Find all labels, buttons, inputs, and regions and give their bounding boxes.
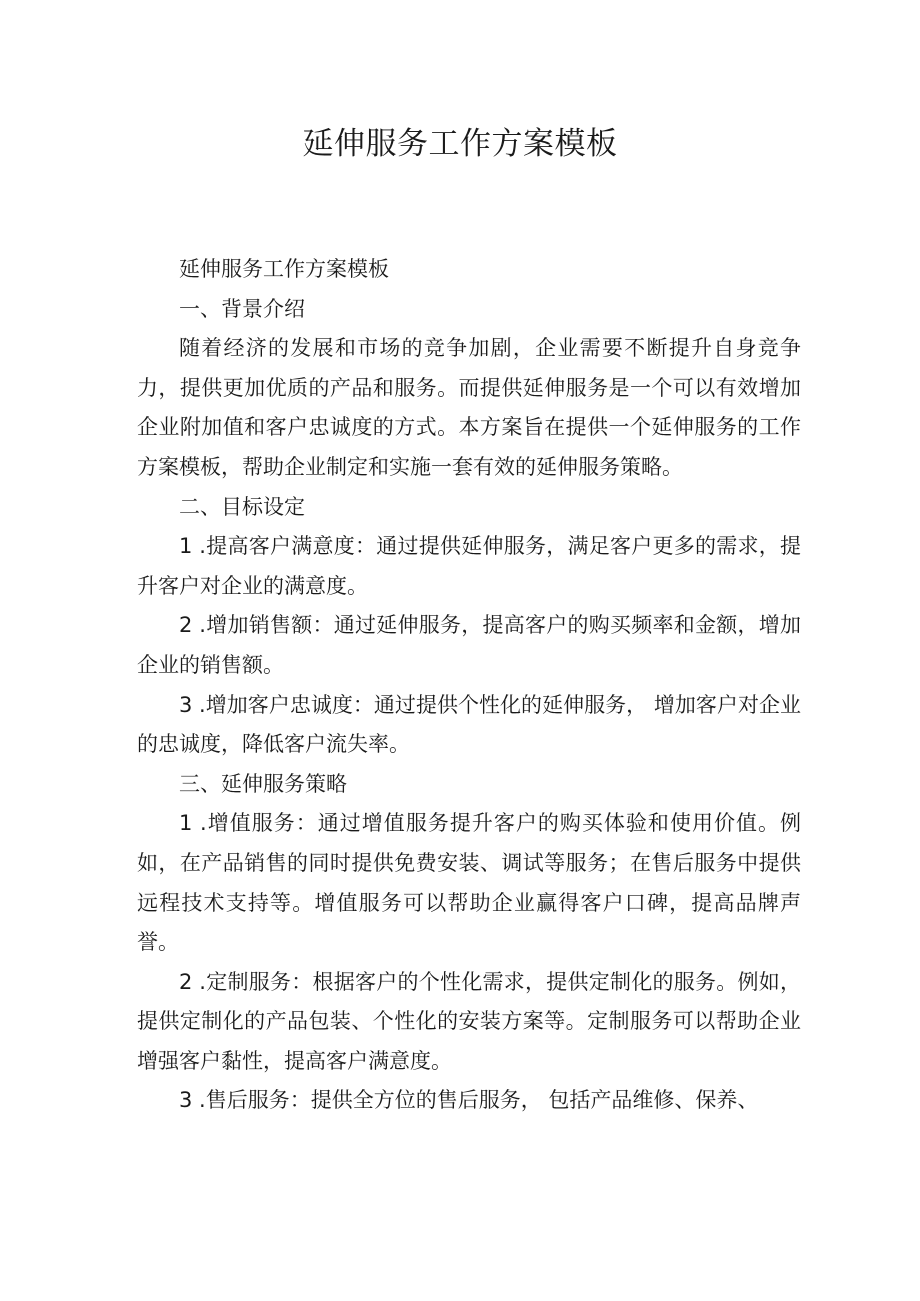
- strategy-item-2: 2 .定制服务：根据客户的个性化需求，提供定制化的服务。例如，提供定制化的产品包装、个性化的安装方案等。定制服务可以帮助企业增强客户黏性，提高客户满意度。: [137, 969, 801, 1073]
- strategy-item-3: 3 .售后服务：提供全方位的售后服务， 包括产品维修、保养、: [179, 1088, 759, 1113]
- document-title: 延伸服务工作方案模板: [302, 126, 618, 162]
- paragraph-subtitle: 延伸服务工作方案模板: [179, 257, 389, 281]
- section-heading-goals: 二、目标设定: [179, 494, 305, 519]
- goal-item-1: 1 .提高客户满意度：通过提供延伸服务，满足客户更多的需求，提升客户对企业的满意度。: [137, 534, 801, 598]
- paragraph-background: 随着经济的发展和市场的竞争加剧，企业需要不断提升自身竞争力，提供更加优质的产品和服务。而提供延伸服务是一个可以有效增加企业附加值和客户忠诚度的方式。本方案旨在提供一个延伸服务的工作方案模板，帮助企业制定和实施一套有效的延伸服务策略。: [137, 336, 801, 479]
- section-heading-background: 一、背景介绍: [179, 296, 305, 321]
- section-heading-strategy: 三、延伸服务策略: [179, 771, 347, 796]
- goal-item-2: 2 .增加销售额：通过延伸服务，提高客户的购买频率和金额，增加企业的销售额。: [137, 613, 801, 677]
- goal-item-3: 3 .增加客户忠诚度：通过提供个性化的延伸服务， 增加客户对企业的忠诚度，降低客户流失率。: [137, 692, 801, 757]
- strategy-item-1: 1 .增值服务：通过增值服务提升客户的购买体验和使用价值。例如，在产品销售的同时提供免费安装、调试等服务；在售后服务中提供远程技术支持等。增值服务可以帮助企业赢得客户口碑，提高品牌声誉。: [137, 811, 801, 955]
- document-body: [137, 250, 801, 1121]
